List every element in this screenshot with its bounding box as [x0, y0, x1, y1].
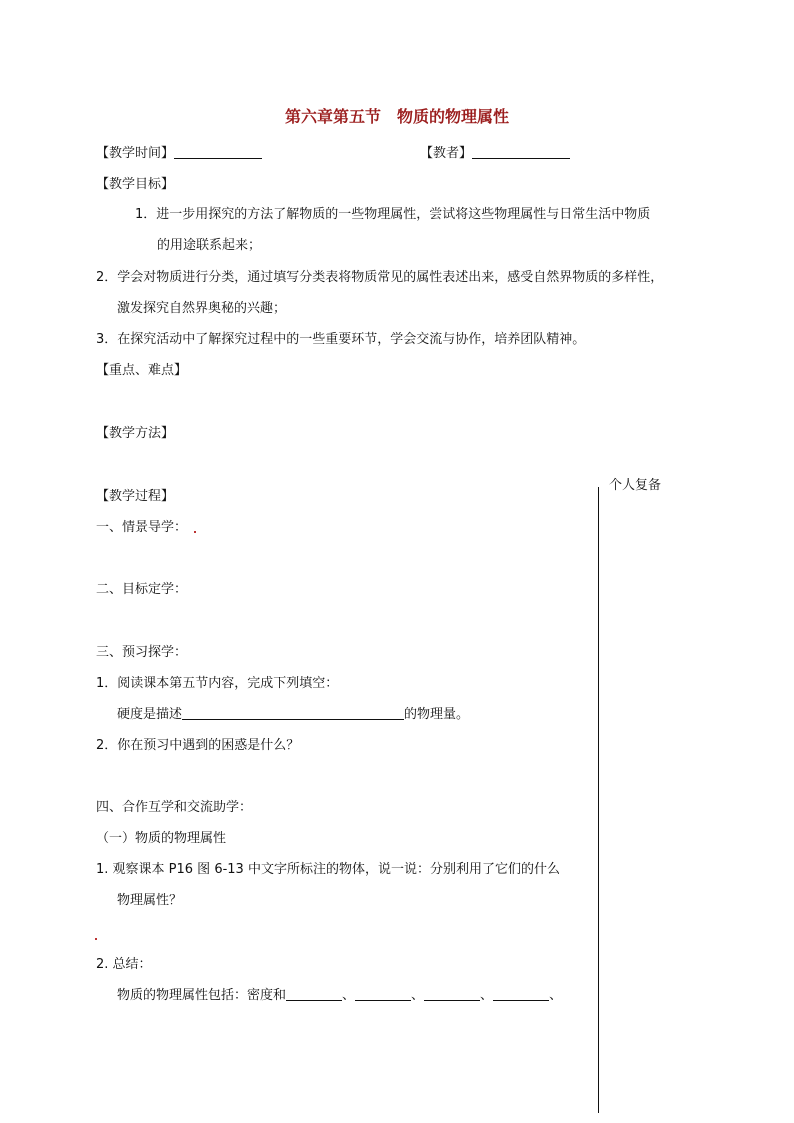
section-3-heading: 三、预习探学：: [96, 645, 188, 660]
separator: 、: [411, 988, 425, 1003]
goals-label: 【教学目标】: [96, 177, 175, 192]
section-4-subheading: （一）物质的物理属性: [96, 831, 227, 846]
goal-2-line-1: 2．学会对物质进行分类，通过填写分类表将物质常见的属性表述出来，感受自然界物质的多样性，: [96, 270, 664, 285]
property-blank-2[interactable]: [355, 986, 411, 1001]
section-3-question-1: 1．阅读课本第五节内容，完成下列填空：: [96, 676, 339, 691]
side-note-label: 个人复备: [609, 478, 662, 493]
stray-mark: [95, 938, 97, 940]
hardness-blank[interactable]: [182, 705, 404, 720]
hardness-fill-suffix: 的物理量。: [404, 707, 470, 722]
goal-1-line-2: 的用途联系起来；: [157, 238, 262, 253]
teacher-label: 【教者】: [420, 146, 473, 161]
goal-3: 3．在探究活动中了解探究过程中的一些重要环节，学会交流与协作，培养团队精神。: [96, 332, 586, 347]
property-blank-1[interactable]: [286, 986, 342, 1001]
margin-divider: [598, 487, 599, 1113]
hardness-fill-row: [117, 705, 469, 725]
key-points-label: 【重点、难点】: [96, 363, 188, 378]
property-blank-4[interactable]: [493, 986, 549, 1001]
separator: 、: [480, 988, 494, 1003]
teaching-time-label: 【教学时间】: [96, 146, 175, 161]
goal-1-line-1: 1．进一步用探究的方法了解物质的一些物理属性，尝试将这些物理属性与日常生活中物质: [135, 207, 651, 222]
property-blank-3[interactable]: [424, 986, 480, 1001]
teaching-time-row: [96, 144, 262, 164]
process-label: 【教学过程】: [96, 489, 175, 504]
properties-fill-row: [117, 986, 562, 1006]
section-3-question-2: 2．你在预习中遇到的困惑是什么？: [96, 738, 300, 753]
method-label: 【教学方法】: [96, 426, 175, 441]
teacher-blank[interactable]: [472, 144, 570, 159]
page-title: 第六章第五节 物质的物理属性: [284, 107, 509, 126]
teaching-time-blank[interactable]: [174, 144, 262, 159]
teacher-row: [420, 144, 570, 164]
properties-fill-prefix: 物质的物理属性包括：密度和: [117, 988, 287, 1003]
separator: 、: [549, 988, 563, 1003]
section-4-question-1-line-1: 1. 观察课本 P16 图 6-13 中文字所标注的物体，说一说：分别利用了它们的什么: [96, 862, 560, 877]
stray-mark: [194, 531, 196, 533]
hardness-fill-prefix: 硬度是描述: [117, 707, 183, 722]
goal-2-line-2: 激发探究自然界奥秘的兴趣；: [117, 301, 287, 316]
section-4-heading: 四、合作互学和交流助学：: [96, 800, 253, 815]
section-4-question-2: 2. 总结：: [96, 957, 152, 972]
section-1-heading: 一、情景导学：: [96, 520, 188, 535]
section-4-question-1-line-2: 物理属性？: [117, 893, 183, 908]
section-2-heading: 二、目标定学：: [96, 582, 188, 597]
separator: 、: [342, 988, 356, 1003]
